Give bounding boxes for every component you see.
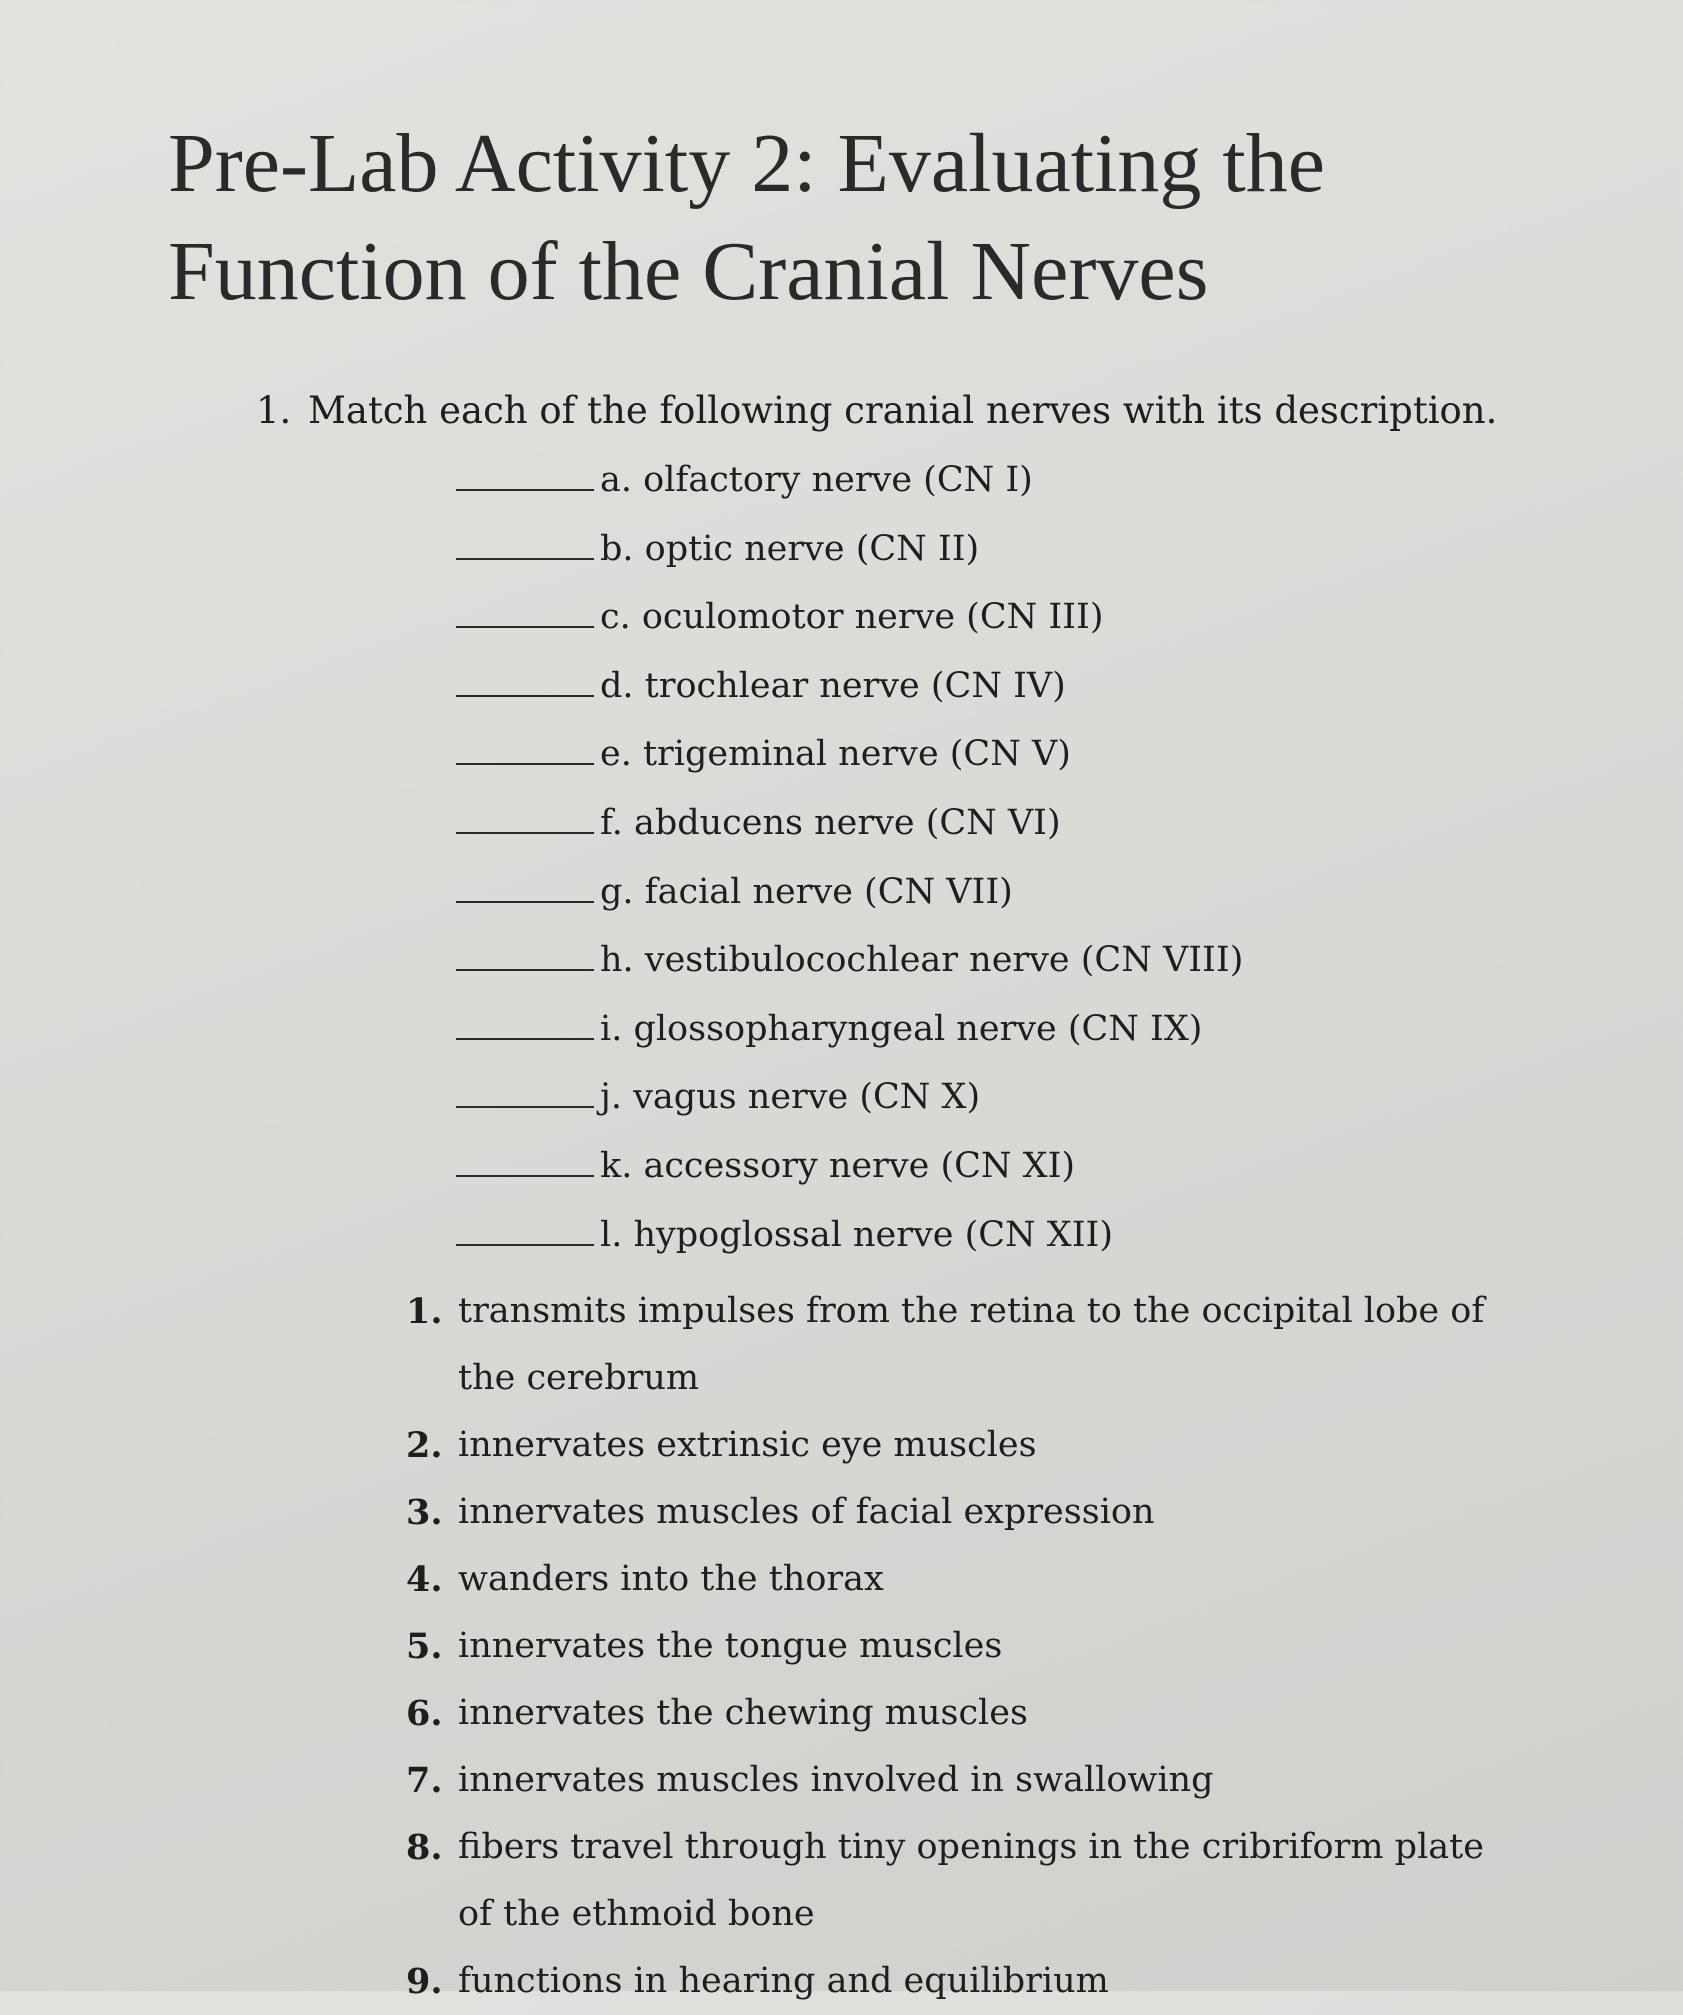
nerve-match-row (456, 1072, 1243, 1141)
question-prompt (256, 386, 1497, 436)
nerve-label: g. facial nerve (CN VII) (600, 871, 1013, 912)
nerve-label: a. olfactory nerve (CN I) (600, 460, 1033, 500)
description-item (406, 1479, 1526, 1546)
description-text: innervates muscles of facial expression (458, 1492, 1155, 1532)
description-number: 4. (406, 1559, 443, 1600)
nerve-match-row (456, 867, 1243, 936)
answer-blank[interactable] (456, 1006, 594, 1040)
nerve-label: i. glossopharyngeal nerve (CN IX) (600, 1008, 1203, 1049)
question-text: Match each of the following cranial nerves with its description. (308, 389, 1498, 432)
nerve-match-row (456, 798, 1243, 867)
description-item (406, 1747, 1526, 1814)
nerve-label: j. vagus nerve (CN X) (600, 1077, 981, 1118)
description-text: transmits impulses from the retina to the occipital lobe of the cerebrum (458, 1291, 1485, 1398)
description-item (406, 1948, 1526, 2015)
nerve-label: e. trigeminal nerve (CN V) (600, 734, 1071, 775)
nerve-match-row (456, 1004, 1243, 1073)
description-number: 3. (406, 1492, 443, 1533)
answer-blank[interactable] (456, 869, 594, 903)
description-text: innervates the tongue muscles (458, 1626, 1003, 1666)
description-text: fibers travel through tiny openings in the cribriform plate of the ethmoid bone (458, 1827, 1484, 1934)
answer-blank[interactable] (456, 1143, 594, 1177)
description-item (406, 1412, 1526, 1479)
nerve-match-row (456, 592, 1243, 661)
answer-blank[interactable] (456, 526, 594, 560)
description-item (406, 1613, 1526, 1680)
description-item (406, 1278, 1526, 1412)
description-text: innervates extrinsic eye muscles (458, 1425, 1037, 1465)
description-text: innervates the chewing muscles (458, 1693, 1028, 1733)
answer-blank[interactable] (456, 1074, 594, 1108)
nerve-label: c. oculomotor nerve (CN III) (600, 597, 1104, 638)
nerve-match-row (456, 1210, 1243, 1279)
nerve-label: h. vestibulocochlear nerve (CN VIII) (600, 940, 1244, 981)
answer-blank[interactable] (456, 731, 594, 765)
description-text: innervates muscles involved in swallowing (458, 1760, 1214, 1800)
nerve-match-row (456, 455, 1243, 524)
nerve-match-row (456, 729, 1243, 798)
question-number: 1. (256, 389, 292, 432)
description-number: 2. (406, 1425, 443, 1466)
description-item (406, 1680, 1526, 1747)
nerve-match-row (456, 661, 1243, 730)
nerve-label: b. optic nerve (CN II) (600, 528, 980, 569)
nerve-label: f. abducens nerve (CN VI) (600, 802, 1061, 843)
description-number: 9. (406, 1961, 443, 2002)
description-number: 6. (406, 1693, 443, 1734)
page-title: Pre-Lab Activity 2: Evaluating the Function of the Cranial Nerves (168, 117, 1326, 318)
answer-blank[interactable] (456, 457, 594, 491)
description-number: 5. (406, 1626, 443, 1667)
description-list (406, 1278, 1526, 2015)
nerve-label: l. hypoglossal nerve (CN XII) (600, 1214, 1114, 1255)
nerve-match-row (456, 1141, 1243, 1210)
nerve-match-row (456, 524, 1243, 593)
description-text: wanders into the thorax (458, 1559, 884, 1599)
description-item (406, 1814, 1526, 1948)
nerve-label: d. trochlear nerve (CN IV) (600, 665, 1066, 706)
description-text: functions in hearing and equilibrium (458, 1961, 1109, 2001)
answer-blank[interactable] (456, 594, 594, 628)
description-number: 1. (406, 1291, 443, 1332)
nerve-label: k. accessory nerve (CN XI) (600, 1145, 1076, 1186)
description-item (406, 1546, 1526, 1613)
answer-blank[interactable] (456, 1212, 594, 1246)
description-number: 7. (406, 1760, 443, 1801)
nerve-match-list (456, 455, 1243, 1278)
nerve-match-row (456, 935, 1243, 1004)
answer-blank[interactable] (456, 937, 594, 971)
answer-blank[interactable] (456, 800, 594, 834)
description-number: 8. (406, 1827, 443, 1868)
answer-blank[interactable] (456, 663, 594, 697)
